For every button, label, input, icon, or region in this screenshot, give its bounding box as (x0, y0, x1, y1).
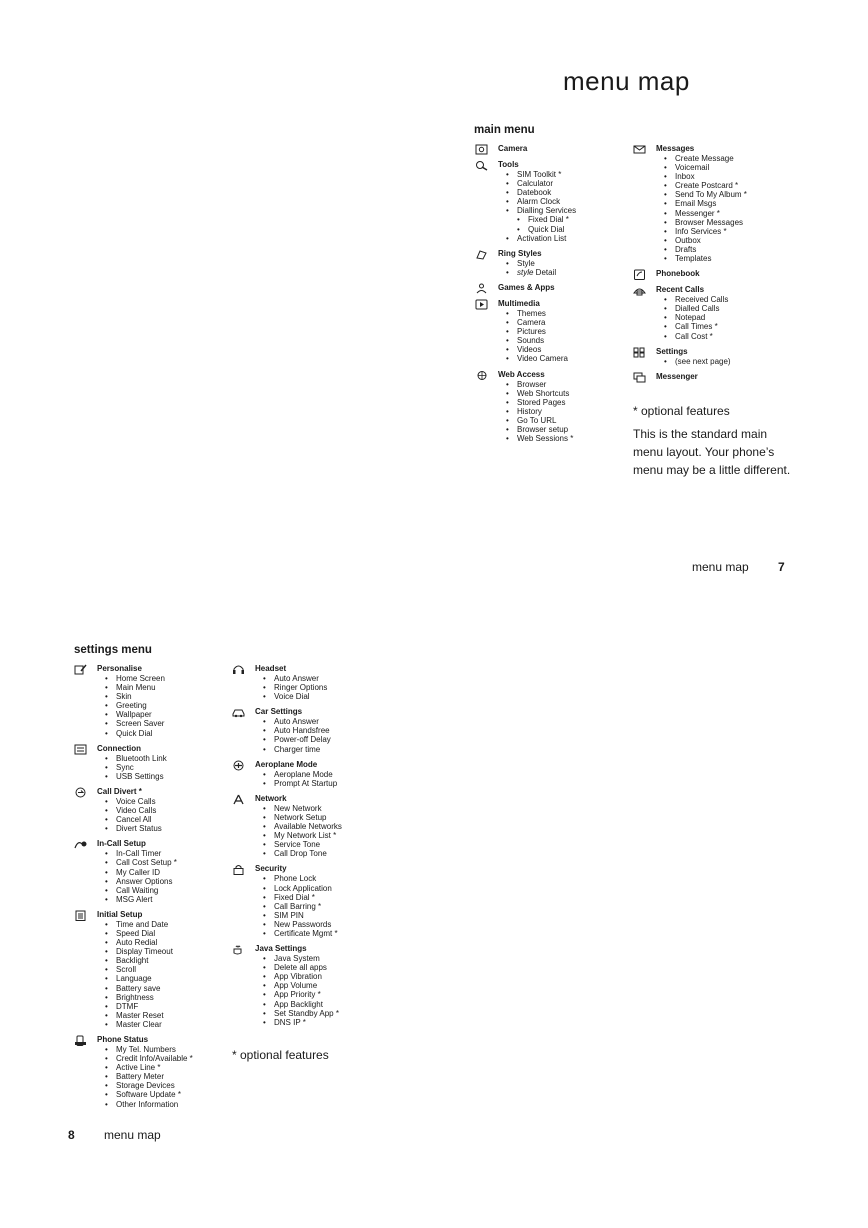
messenger-icon (633, 372, 646, 383)
submenu-item: • Active Line * (105, 1063, 224, 1072)
submenu-item: • My Tel. Numbers (105, 1045, 224, 1054)
submenu-list (97, 754, 224, 781)
tools-icon (475, 160, 488, 171)
menu-entry-headset (232, 664, 382, 701)
submenu-item: • Prompt At Startup (263, 779, 382, 788)
optional-features-note: * optional features (633, 404, 730, 418)
menu-entry-label: Games & Apps (498, 282, 555, 292)
submenu-item: • Templates (664, 254, 783, 263)
submenu-item: • Sounds (506, 336, 625, 345)
submenu-item: • Time and Date (105, 920, 224, 929)
submenu-item: • Video Camera (506, 354, 625, 363)
menu-entry-recent-calls (633, 285, 783, 340)
menu-entry-label: Network (255, 793, 287, 803)
submenu-list (498, 380, 625, 444)
submenu-item: • Datebook (506, 188, 625, 197)
submenu-item: • Greeting (105, 701, 224, 710)
submenu-item: • Home Screen (105, 674, 224, 683)
submenu-list (255, 674, 382, 701)
menu-entry-tools (475, 160, 625, 243)
submenu-list (255, 770, 382, 788)
java-icon (232, 944, 245, 955)
submenu-item: • Voice Calls (105, 797, 224, 806)
submenu-list (498, 259, 625, 277)
menu-entry-call-divert (74, 787, 224, 833)
settings-menu-heading: settings menu (74, 644, 152, 656)
submenu-item: • In-Call Timer (105, 849, 224, 858)
submenu-list (656, 295, 783, 340)
submenu-item: • Backlight (105, 956, 224, 965)
submenu-item: • Answer Options (105, 877, 224, 886)
submenu-item: • SIM Toolkit * (506, 170, 625, 179)
submenu-item: • Aeroplane Mode (263, 770, 382, 779)
multimedia-icon (475, 299, 488, 310)
menu-entry-personalise (74, 664, 224, 738)
menu-entry-label: Web Access (498, 369, 545, 379)
submenu-item: • Drafts (664, 245, 783, 254)
main-menu-heading: main menu (474, 124, 535, 136)
submenu-item: • Java System (263, 954, 382, 963)
personalise-icon (74, 664, 87, 675)
submenu-item: • Auto Redial (105, 938, 224, 947)
settings-optional-features-note: * optional features (232, 1048, 329, 1062)
submenu-item: • Auto Handsfree (263, 726, 382, 735)
recent-calls-icon (633, 285, 646, 296)
submenu-item: • Other Information (105, 1100, 224, 1109)
submenu-item: • Bluetooth Link (105, 754, 224, 763)
submenu-item: • Style (506, 259, 625, 268)
submenu-item: • Certificate Mgmt * (263, 929, 382, 938)
submenu-item: • Call Drop Tone (263, 849, 382, 858)
submenu-list (255, 954, 382, 1027)
menu-entry-label: Recent Calls (656, 285, 705, 295)
submenu-item: • Info Services * (664, 227, 783, 236)
menu-entry-web-access (475, 370, 625, 444)
submenu-item: • Delete all apps (263, 963, 382, 972)
submenu-item: • Themes (506, 309, 625, 318)
submenu-item: • Dialled Calls (664, 304, 783, 313)
submenu-item: • Divert Status (105, 824, 224, 833)
page-number: 7 (778, 560, 785, 574)
submenu-item: • Auto Answer (263, 674, 382, 683)
submenu-item: • My Caller ID (105, 868, 224, 877)
submenu-item: • Master Reset (105, 1011, 224, 1020)
submenu-item: • Battery save (105, 984, 224, 993)
in-call-setup-icon (74, 839, 87, 850)
nested-submenu-item: • Fixed Dial * (517, 215, 625, 224)
aeroplane-icon (232, 760, 245, 771)
submenu-item: • Cancel All (105, 815, 224, 824)
menu-entry-label: Settings (656, 346, 688, 356)
submenu-item: • style Detail (506, 268, 625, 277)
menu-entry-phonebook (633, 269, 783, 279)
submenu-item: • Display Timeout (105, 947, 224, 956)
phone-status-icon (74, 1035, 87, 1046)
submenu-item: • Calculator (506, 179, 625, 188)
submenu-item: • Call Times * (664, 322, 783, 331)
submenu-item: • Battery Meter (105, 1072, 224, 1081)
submenu-list (498, 309, 625, 364)
menu-entry-label: Car Settings (255, 707, 303, 717)
submenu-item: • Pictures (506, 327, 625, 336)
submenu-item: • Video Calls (105, 806, 224, 815)
ring-styles-icon (475, 249, 488, 260)
submenu-list (97, 920, 224, 1029)
menu-entry-label: Initial Setup (97, 909, 143, 919)
submenu-item: • App Vibration (263, 972, 382, 981)
submenu-list (97, 1045, 224, 1109)
menu-entry-label: Personalise (97, 664, 142, 673)
submenu-item: • Browser setup (506, 425, 625, 434)
submenu-item: • My Network List * (263, 831, 382, 840)
submenu-item: • Main Menu (105, 683, 224, 692)
submenu-item: • Web Shortcuts (506, 389, 625, 398)
submenu-item: • Activation List (506, 234, 625, 243)
menu-entry-label: Headset (255, 664, 287, 673)
submenu-item: • Brightness (105, 993, 224, 1002)
connection-icon (74, 744, 87, 755)
submenu-item: • Messenger * (664, 209, 783, 218)
car-icon (232, 707, 245, 718)
submenu-item: • Service Tone (263, 840, 382, 849)
submenu-item: • (see next page) (664, 357, 783, 366)
menu-entry-label: Messenger (656, 371, 698, 381)
submenu-item: • History (506, 407, 625, 416)
footer-label-8: menu map (104, 1128, 161, 1142)
menu-entry-camera (475, 144, 625, 154)
submenu-item: • Outbox (664, 236, 783, 245)
menu-entry-multimedia (475, 299, 625, 364)
submenu-item: • Credit Info/Available * (105, 1054, 224, 1063)
nested-submenu-item: • Quick Dial (517, 225, 625, 234)
submenu-item: • Scroll (105, 965, 224, 974)
security-icon (232, 864, 245, 875)
menu-entry-label: Multimedia (498, 298, 540, 308)
submenu-item: • Go To URL (506, 416, 625, 425)
submenu-item: • USB Settings (105, 772, 224, 781)
menu-entry-label: Ring Styles (498, 248, 542, 258)
main-menu-right-column (633, 144, 783, 388)
submenu-item: • Stored Pages (506, 398, 625, 407)
phonebook-icon (633, 269, 646, 280)
menu-entry-label: Messages (656, 144, 695, 153)
submenu-item: • App Backlight (263, 1000, 382, 1009)
camera-icon (475, 144, 488, 155)
menu-entry-label: Aeroplane Mode (255, 759, 318, 769)
submenu-item: • Videos (506, 345, 625, 354)
menu-entry-label: Call Divert * (97, 786, 142, 796)
submenu-list (498, 170, 625, 243)
submenu-item: • Received Calls (664, 295, 783, 304)
menu-entry-label: Security (255, 864, 287, 874)
submenu-item: • MSG Alert (105, 895, 224, 904)
submenu-item: • Auto Answer (263, 717, 382, 726)
submenu-item: • Alarm Clock (506, 197, 625, 206)
menu-entry-messenger (633, 372, 783, 382)
nested-submenu-list (517, 215, 625, 233)
submenu-item: • New Network (263, 804, 382, 813)
submenu-item: • Call Cost Setup * (105, 858, 224, 867)
submenu-list (97, 849, 224, 904)
submenu-item: • Speed Dial (105, 929, 224, 938)
menu-entry-label: In-Call Setup (97, 839, 146, 849)
submenu-item: • DTMF (105, 1002, 224, 1011)
submenu-item: • Call Waiting (105, 886, 224, 895)
submenu-item: • Fixed Dial * (263, 893, 382, 902)
menu-entry-network (232, 794, 382, 859)
submenu-item: • Set Standby App * (263, 1009, 382, 1018)
menu-entry-label: Tools (498, 160, 519, 169)
page-title: menu map (563, 66, 690, 96)
menu-entry-games-apps (475, 283, 625, 293)
menu-entry-security (232, 864, 382, 938)
page-number-8: 8 (68, 1128, 75, 1142)
footer-label: menu map (692, 560, 749, 574)
submenu-item: • Screen Saver (105, 719, 224, 728)
games-icon (475, 283, 488, 294)
submenu-item: • Browser (506, 380, 625, 389)
layout-note: This is the standard main menu layout. Your phone’s menu may be a little different. (633, 427, 791, 477)
menu-entry-label: Phonebook (656, 269, 700, 279)
submenu-list (97, 674, 224, 738)
submenu-item: • Storage Devices (105, 1081, 224, 1090)
submenu-item: • Call Cost * (664, 332, 783, 341)
envelope-icon (633, 144, 646, 155)
submenu-list (255, 717, 382, 753)
menu-entry-car-settings (232, 707, 382, 753)
submenu-item: • Skin (105, 692, 224, 701)
submenu-item: • Phone Lock (263, 874, 382, 883)
submenu-item: • Language (105, 974, 224, 983)
menu-entry-in-call-setup (74, 839, 224, 904)
submenu-list (97, 797, 224, 833)
menu-entry-messages (633, 144, 783, 263)
submenu-item: • Ringer Options (263, 683, 382, 692)
menu-entry-label: Connection (97, 743, 141, 753)
menu-entry-ring-styles (475, 249, 625, 277)
submenu-item: • Voice Dial (263, 692, 382, 701)
menu-entry-label: Phone Status (97, 1035, 149, 1044)
menu-entry-aeroplane-mode (232, 760, 382, 788)
submenu-item: • Camera (506, 318, 625, 327)
submenu-item: • Send To My Album * (664, 190, 783, 199)
network-icon (232, 794, 245, 805)
submenu-item: • Dialling Services • Fixed Dial * • Quick Dial (506, 206, 625, 233)
submenu-item: • Email Msgs (664, 199, 783, 208)
submenu-item: • Network Setup (263, 813, 382, 822)
menu-entry-phone-status (74, 1035, 224, 1109)
settings-menu-left-column (74, 664, 224, 1115)
submenu-item: • App Volume (263, 981, 382, 990)
submenu-list (255, 804, 382, 859)
menu-entry-label: Camera (498, 144, 528, 153)
submenu-item: • Notepad (664, 313, 783, 322)
call-divert-icon (74, 787, 87, 798)
submenu-item: • Create Postcard * (664, 181, 783, 190)
submenu-item: • Inbox (664, 172, 783, 181)
web-access-icon (475, 370, 488, 381)
submenu-item: • Available Networks (263, 822, 382, 831)
submenu-item: • Wallpaper (105, 710, 224, 719)
menu-entry-java-settings (232, 944, 382, 1027)
menu-entry-settings (633, 347, 783, 366)
submenu-item: • New Passwords (263, 920, 382, 929)
submenu-item: • Power-off Delay (263, 735, 382, 744)
menu-entry-connection (74, 744, 224, 781)
submenu-item: • Lock Application (263, 884, 382, 893)
submenu-item: • Quick Dial (105, 729, 224, 738)
submenu-list (255, 874, 382, 938)
settings-menu-right-column (232, 664, 382, 1033)
menu-entry-label: Java Settings (255, 944, 307, 954)
submenu-item: • DNS IP * (263, 1018, 382, 1027)
submenu-item: • Software Update * (105, 1090, 224, 1099)
headset-icon (232, 664, 245, 675)
initial-setup-icon (74, 910, 87, 921)
submenu-item: • Sync (105, 763, 224, 772)
submenu-item: • Create Message (664, 154, 783, 163)
settings-icon (633, 347, 646, 358)
main-menu-left-column (475, 144, 625, 449)
submenu-list (656, 154, 783, 263)
submenu-item: • Browser Messages (664, 218, 783, 227)
submenu-item: • Web Sessions * (506, 434, 625, 443)
submenu-item: • Charger time (263, 745, 382, 754)
submenu-item: • Voicemail (664, 163, 783, 172)
submenu-item: • Call Barring * (263, 902, 382, 911)
submenu-item: • Master Clear (105, 1020, 224, 1029)
submenu-item: • App Priority * (263, 990, 382, 999)
submenu-item: • SIM PIN (263, 911, 382, 920)
menu-entry-initial-setup (74, 910, 224, 1029)
submenu-list (656, 357, 783, 366)
